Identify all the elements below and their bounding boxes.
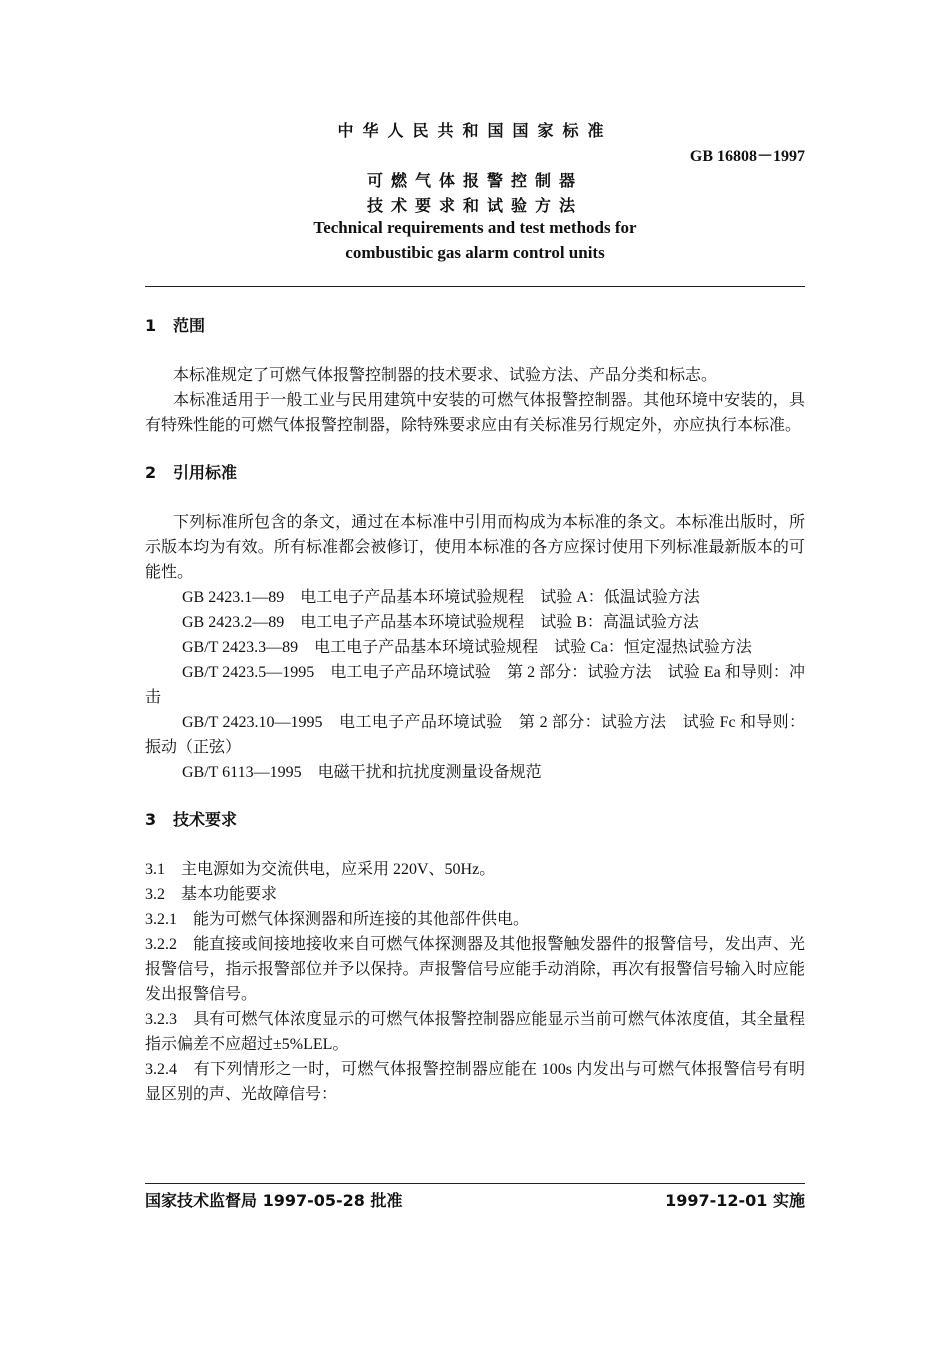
section-1-heading xyxy=(145,313,805,338)
reference-item: GB/T 2423.3—89 电工电子产品基本环境试验规程 试验 Ca：恒定湿热试验方法 xyxy=(182,639,752,656)
title-cn-line-2: 技术要求和试验方法 xyxy=(366,196,583,215)
national-standard-heading: 中华人民共和国国家标准 xyxy=(337,121,613,140)
section-number: 3 xyxy=(145,810,157,829)
reference-item: GB/T 2423.5—1995 电工电子产品环境试验 第 2 部分：试验方法 试验 Ea 和导则：冲击 xyxy=(145,664,805,706)
paragraph: 本标准规定了可燃气体报警控制器的技术要求、试验方法、产品分类和标志。 xyxy=(173,367,718,384)
section-title: 技术要求 xyxy=(173,810,238,829)
reference-item: GB 2423.1—89 电工电子产品基本环境试验规程 试验 A：低温试验方法 xyxy=(182,589,700,606)
clause-item: 3.2.2 能直接或间接地接收来自可燃气体探测器及其他报警触发器件的报警信号，发出声、光报警信号，指示报警部位并予以保持。声报警信号应能手动消除，再次有报警信号输入时应能发出报警信号。 xyxy=(145,936,805,1003)
footer-divider xyxy=(145,1183,805,1184)
section-number: 1 xyxy=(145,316,157,335)
section-number: 2 xyxy=(145,463,157,482)
title-en-line-1: Technical requirements and test methods for xyxy=(313,218,637,237)
section-3-heading xyxy=(145,807,805,832)
standard-code: GB 16808－1997 xyxy=(689,148,805,165)
paragraph: 本标准适用于一般工业与民用建筑中安装的可燃气体报警控制器。其他环境中安装的，具有特殊性能的可燃气体报警控制器，除特殊要求应由有关标准另行规定外，亦应执行本标准。 xyxy=(145,392,805,434)
clause-item: 3.2.4 有下列情形之一时，可燃气体报警控制器应能在 100s 内发出与可燃气体报警信号有明显区别的声、光故障信号： xyxy=(145,1061,805,1103)
clause-item: 3.1 主电源如为交流供电，应采用 220V、50Hz。 xyxy=(145,861,496,878)
approval-note: 国家技术监督局 1997-05-28 批准 xyxy=(145,1191,403,1210)
document-body xyxy=(145,313,805,1107)
paragraph: 下列标准所包含的条文，通过在本标准中引用而构成为本标准的条文。本标准出版时，所示版本均为有效。所有标准都会被修订，使用本标准的各方应探讨使用下列标准最新版本的可能性。 xyxy=(145,514,805,581)
footer xyxy=(145,1188,805,1213)
header-divider xyxy=(145,286,805,287)
title-cn-line-1: 可燃气体报警控制器 xyxy=(366,171,583,190)
clause-item: 3.2.3 具有可燃气体浓度显示的可燃气体报警控制器应能显示当前可燃气体浓度值，其全量程指示偏差不应超过±5%LEL。 xyxy=(145,1011,805,1053)
effective-date: 1997-12-01 实施 xyxy=(665,1191,805,1210)
clause-item: 3.2.1 能为可燃气体探测器和所连接的其他部件供电。 xyxy=(145,911,530,928)
reference-item: GB/T 6113—1995 电磁干扰和抗扰度测量设备规范 xyxy=(182,764,542,781)
reference-item: GB/T 2423.10—1995 电工电子产品环境试验 第 2 部分：试验方法 试验 Fc 和导则：振动（正弦） xyxy=(145,714,805,756)
section-title: 范围 xyxy=(173,316,206,335)
section-title: 引用标准 xyxy=(173,463,238,482)
reference-item: GB 2423.2—89 电工电子产品基本环境试验规程 试验 B：高温试验方法 xyxy=(182,614,699,631)
section-2-heading xyxy=(145,460,805,485)
title-en-line-2: combustibic gas alarm control units xyxy=(345,243,605,262)
clause-item: 3.2 基本功能要求 xyxy=(145,886,278,903)
